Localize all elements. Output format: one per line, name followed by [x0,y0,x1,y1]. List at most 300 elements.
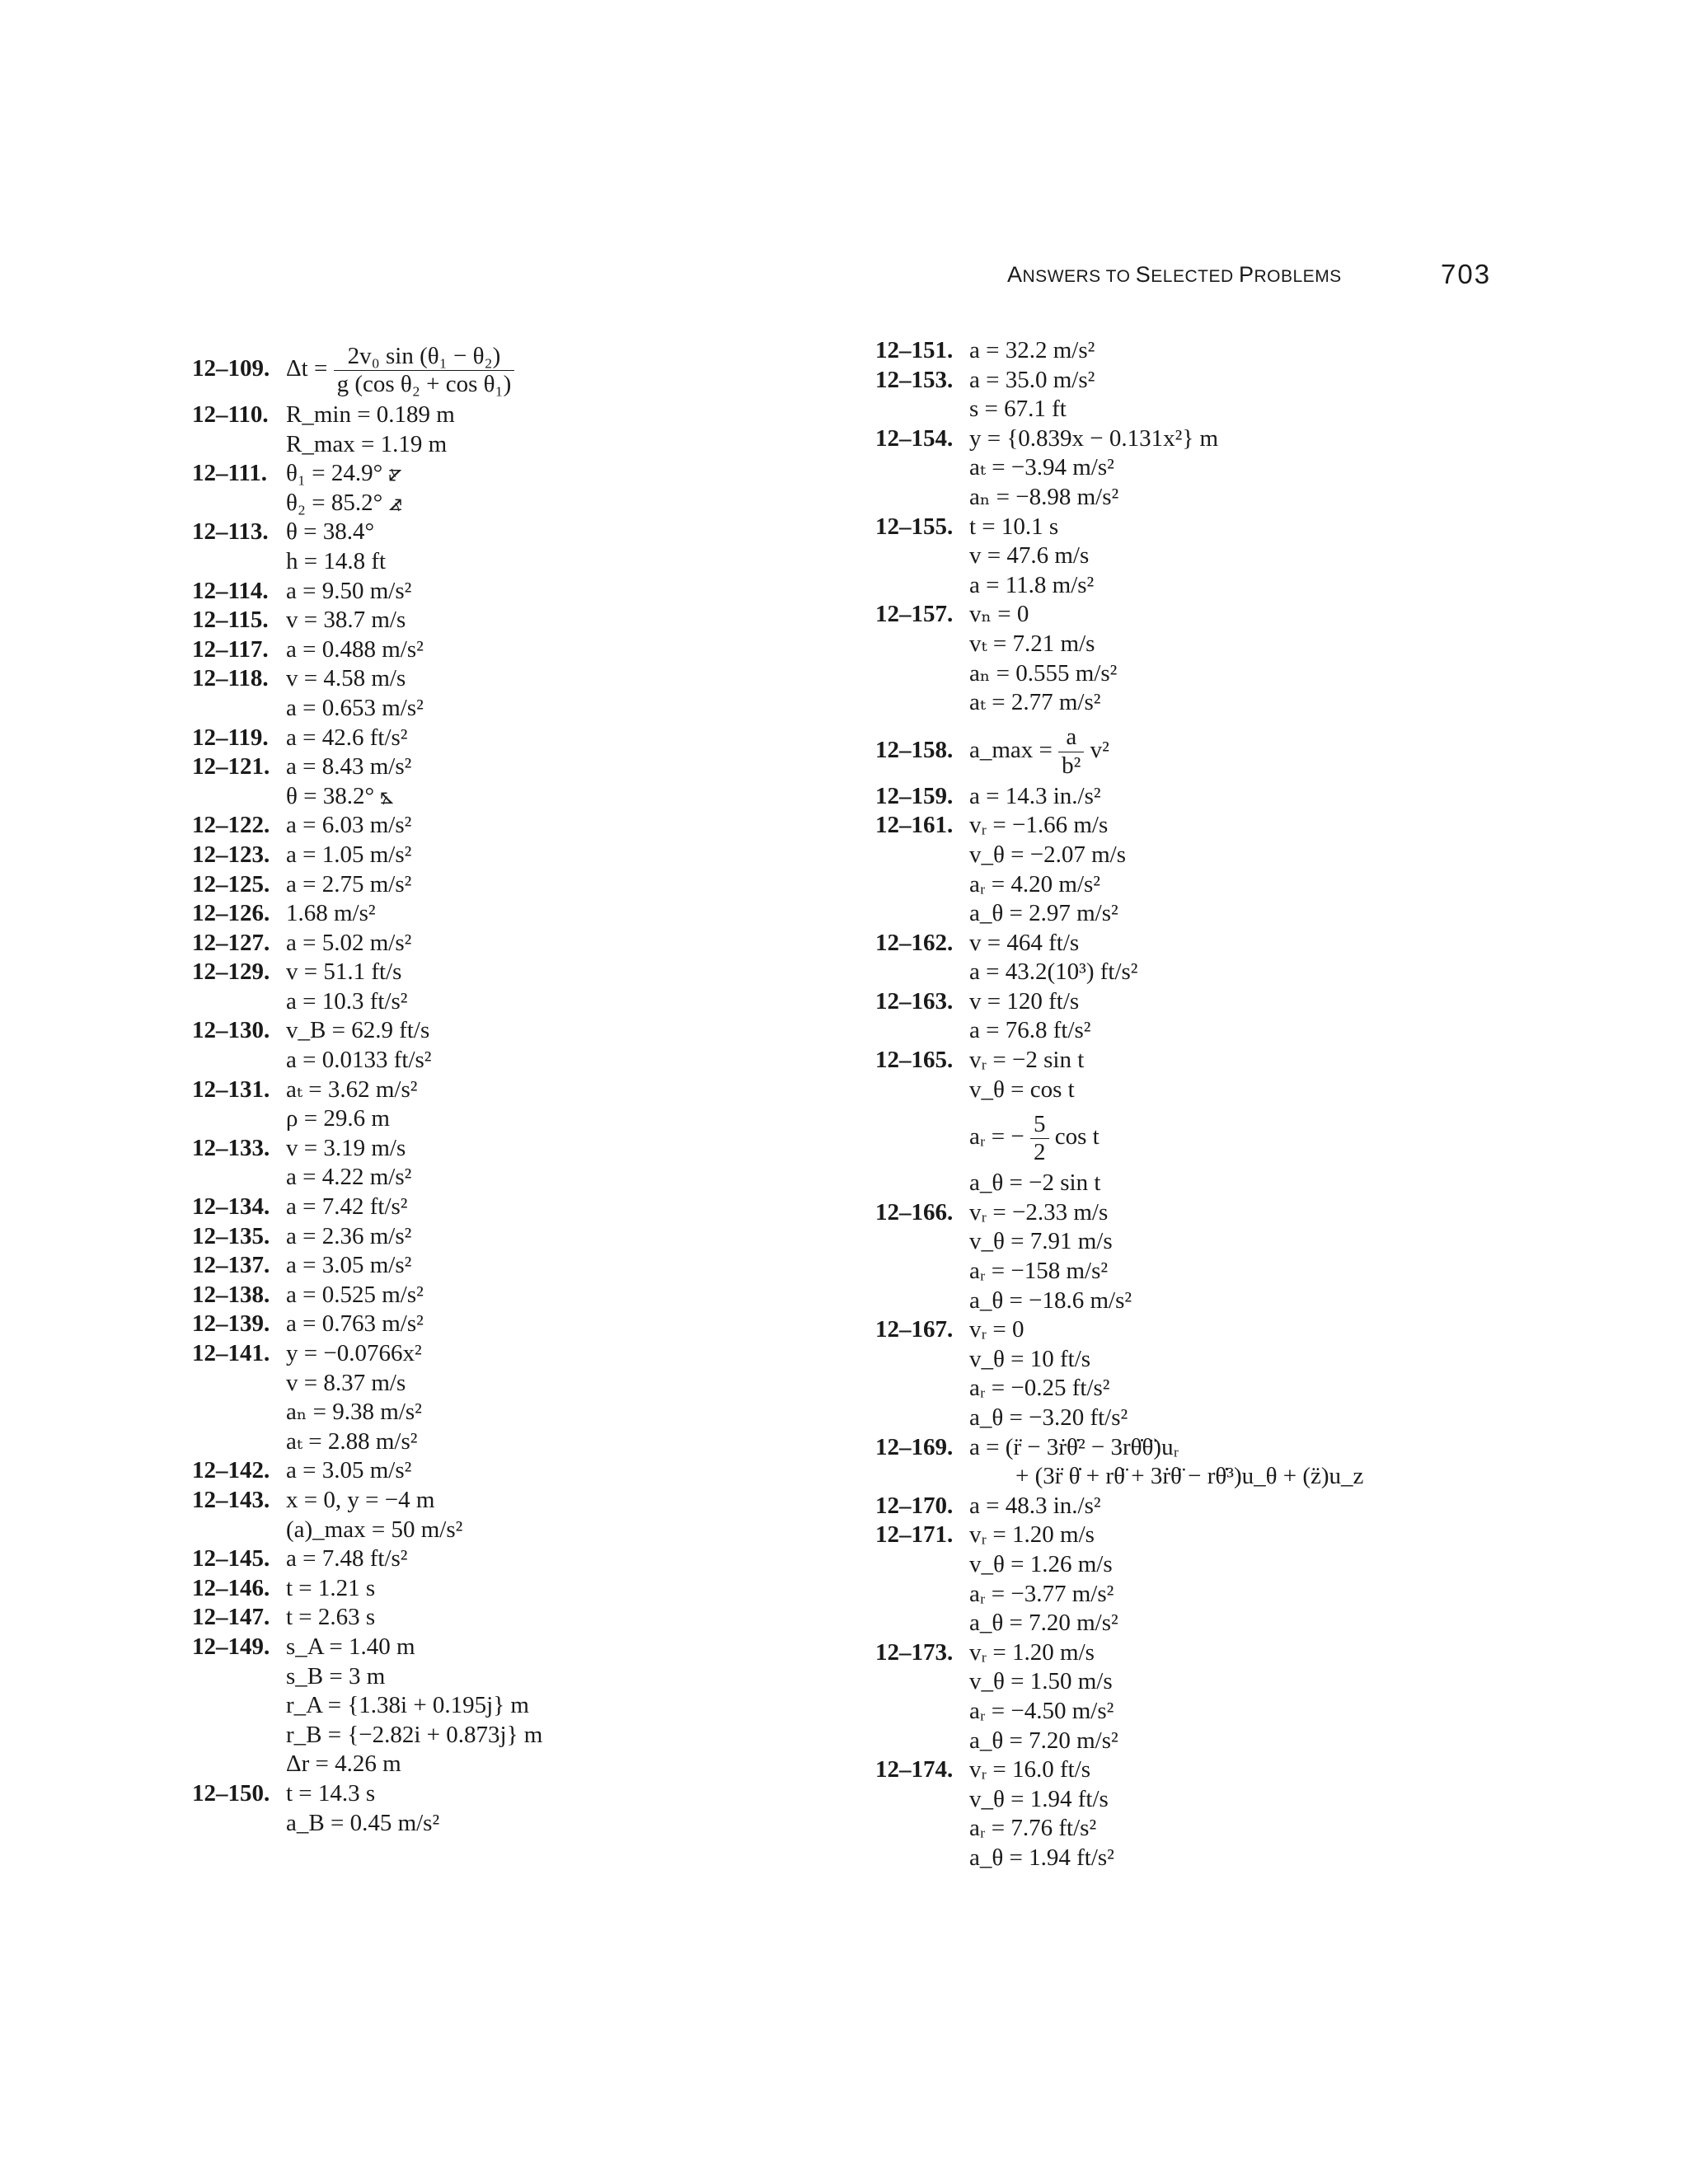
answer-value: aᵣ = −4.50 m/s² [969,1697,1114,1724]
answer-entry [875,987,1617,1046]
answer-value: s = 67.1 ft [969,396,1067,423]
answer-line [875,1046,1617,1076]
problem-number: 12–130. [192,1017,270,1044]
problem-number: 12–125. [192,870,270,898]
answer-entry [192,1222,851,1252]
answer-value: v_θ = −2.07 m/s [969,841,1127,868]
problem-number: 12–134. [192,1193,270,1221]
fraction-tail: cos t [1048,1123,1100,1151]
answer-value: vᵣ = −2.33 m/s [969,1198,1109,1226]
answer-line [192,1633,851,1662]
answer-line [875,1492,1617,1521]
answer-value: r_A = {1.38i + 0.195j} m [286,1692,529,1719]
answer-entry [875,782,1617,812]
answer-line [192,870,851,900]
problem-number: 12–145. [192,1545,270,1572]
answer-value: aₜ = −3.94 m/s² [969,454,1114,481]
problem-number: 12–154. [875,424,954,452]
answer-fraction [969,718,1109,782]
answer-value: v = 38.7 m/s [286,607,406,634]
answer-line [875,1521,1617,1550]
answer-value: a = 0.763 m/s² [286,1310,424,1338]
answer-line [875,870,1617,900]
answer-value: r_B = {−2.82i + 0.873j} m [286,1721,543,1748]
problem-number: 12–127. [192,929,270,956]
answer-line [192,336,851,401]
answer-value: a = 7.48 ft/s² [286,1545,408,1572]
answer-value: a = (r̈ − 3ṙθ̇² − 3rθ̇θ̈)uᵣ [969,1433,1179,1460]
answer-line [875,811,1617,841]
answer-line [875,395,1617,424]
answer-value: aₜ = 2.77 m/s² [969,689,1101,716]
answer-line [192,1603,851,1633]
answer-line [192,1516,851,1545]
answer-line [875,1169,1617,1198]
answer-entry [192,1574,851,1604]
answer-line [192,547,851,577]
answer-value: a = 3.05 m/s² [286,1457,412,1484]
answer-entry [192,401,851,459]
answer-line [192,1193,851,1222]
answer-entry [192,336,851,401]
answer-value: a = 2.36 m/s² [286,1222,412,1249]
answer-entry [875,811,1617,928]
problem-number: 12–151. [875,337,954,363]
answer-value: Δr = 4.26 m [286,1750,401,1778]
answer-line [192,1281,851,1310]
answer-line [192,1809,851,1839]
answer-line [192,1016,851,1046]
fraction-numerator: a [1058,724,1084,752]
header-title-part: A [1007,262,1023,287]
answer-value: vᵣ = −1.66 m/s [969,812,1109,839]
problem-number: 12–165. [875,1047,954,1074]
problem-number: 12–113. [192,518,269,546]
problem-number: 12–146. [192,1574,270,1601]
problem-number: 12–150. [192,1779,270,1807]
answer-value: v = 8.37 m/s [286,1369,406,1396]
answer-value: + (3r̈ θ̇ + rθ̈ + 3ṙθ̈ − rθ̇³)u_θ + (z̈)u_z [1015,1463,1364,1490]
answer-entry [192,1076,851,1134]
fraction-denominator: b² [1062,752,1081,779]
problem-number: 12–139. [192,1310,270,1338]
answer-entry [192,1281,851,1310]
answer-value: v_θ = 7.91 m/s [969,1228,1113,1255]
answer-line [875,1016,1617,1046]
answer-line [875,1286,1617,1316]
answer-line [875,1315,1617,1345]
answer-entry [192,1016,851,1075]
answer-value: t = 14.3 s [286,1779,376,1807]
answer-entry [192,752,851,811]
answer-entry [875,366,1617,424]
answer-value: aᵣ = −158 m/s² [969,1258,1109,1285]
answer-value: x = 0, y = −4 m [286,1486,435,1513]
answer-value: v = 120 ft/s [969,987,1080,1015]
answer-entry [192,1456,851,1486]
fraction [1058,724,1084,780]
answer-line [192,606,851,635]
answer-value: a_B = 0.45 m/s² [286,1809,440,1836]
answer-entry [875,336,1617,366]
answer-entry [192,1193,851,1222]
answer-fraction [969,1104,1100,1169]
answer-line [875,1844,1617,1873]
answer-entry [192,577,851,607]
answer-fraction [286,336,514,401]
answer-value: (a)_max = 50 m/s² [286,1516,463,1543]
answer-line [875,630,1617,659]
answer-value: a = 0.0133 ft/s² [286,1047,432,1074]
answer-line [875,541,1617,571]
answer-line [192,1456,851,1486]
fraction [1030,1111,1049,1167]
answer-value: v = 464 ft/s [969,929,1080,956]
answer-value: 1.68 m/s² [286,900,376,927]
answer-line [875,659,1617,689]
answer-line [875,1076,1617,1105]
problem-number: 12–121. [192,753,270,780]
answer-line [192,430,851,460]
problem-number: 12–131. [192,1076,270,1103]
answer-value: vᵣ = 1.20 m/s [969,1521,1095,1549]
header-title-part: ROBLEMS [1254,267,1342,286]
answer-value: aᵣ = −0.25 ft/s² [969,1375,1110,1402]
answer-value: s_A = 1.40 m [286,1633,415,1660]
answer-value: a = 6.03 m/s² [286,812,412,839]
answer-line [192,518,851,547]
answer-value: aᵣ = 4.20 m/s² [969,870,1100,898]
answer-entry [192,811,851,841]
header-title-part: NSWERS TO [1022,267,1136,286]
answer-line [875,1345,1617,1375]
problem-number: 12–162. [875,929,954,956]
answer-line [875,1667,1617,1697]
answer-line [875,688,1617,718]
answer-value: a = 43.2(10³) ft/s² [969,958,1138,986]
answer-line [875,1785,1617,1815]
answer-line [875,571,1617,601]
answer-line [875,958,1617,987]
answer-entry [192,1251,851,1281]
problem-number: 12–138. [192,1281,270,1308]
answer-line [875,1697,1617,1727]
answer-line [875,1755,1617,1785]
answer-line [192,1046,851,1076]
answer-value: a = 0.653 m/s² [286,694,424,721]
problem-number: 12–118. [192,665,269,692]
answer-line [875,1814,1617,1844]
answer-entry [875,1315,1617,1432]
answer-value: aₙ = 0.555 m/s² [969,659,1118,687]
answer-value: a_θ = 7.20 m/s² [969,1610,1118,1637]
answer-line [192,1398,851,1427]
answer-line [192,489,851,518]
problem-number: 12–129. [192,958,270,986]
answer-entry [192,1339,851,1456]
answer-line [192,724,851,753]
answer-line [875,718,1617,782]
answer-entry [875,600,1617,717]
answer-entry [192,664,851,723]
answer-line [192,1750,851,1779]
answer-line [875,1462,1617,1492]
problem-number: 12–166. [875,1198,954,1226]
answer-entry [875,1046,1617,1198]
answer-value: ρ = 29.6 m [286,1105,390,1132]
answer-line [875,1609,1617,1638]
problem-number: 12–143. [192,1486,270,1513]
answer-value: a = 14.3 in./s² [969,782,1101,809]
answer-line [192,401,851,430]
answer-line [192,1691,851,1721]
answer-value: a = 10.3 ft/s² [286,987,408,1015]
answer-line [875,483,1617,513]
answer-value: aₙ = −8.98 m/s² [969,483,1119,510]
problem-number: 12–170. [875,1492,954,1519]
problem-number: 12–142. [192,1457,270,1484]
problem-number: 12–135. [192,1222,270,1249]
answer-line [875,782,1617,812]
problem-number: 12–115. [192,607,269,634]
answers-column-left [192,336,851,1838]
answer-value: a_θ = −3.20 ft/s² [969,1404,1128,1431]
answer-entry [192,1134,851,1193]
answer-entry [875,718,1617,782]
answer-entry [875,1492,1617,1521]
answer-value: vᵣ = −2 sin t [969,1047,1085,1074]
fraction-numerator: 2v₀ sin (θ₁ − θ₂) [334,343,515,371]
answer-line [192,664,851,694]
answer-value: v_θ = 1.50 m/s [969,1668,1113,1695]
answer-value: a = 76.8 ft/s² [969,1017,1091,1044]
answer-value: v = 51.1 ft/s [286,958,402,986]
answer-value: a = 32.2 m/s² [969,337,1095,363]
answer-entry [192,1486,851,1544]
answer-value: s_B = 3 m [286,1662,386,1690]
problem-number: 12–147. [192,1604,270,1631]
problem-number: 12–174. [875,1756,954,1783]
answer-entry [875,1433,1617,1492]
answer-line [875,1227,1617,1257]
fraction-denominator: g (cos θ₂ + cos θ₁) [336,370,512,397]
answer-entry [875,424,1617,513]
answer-line [192,1486,851,1516]
answer-line [192,1163,851,1193]
answer-line [192,1222,851,1252]
answer-value: h = 14.8 ft [286,547,387,574]
answer-value: a = 8.43 m/s² [286,753,412,780]
answers-column-right [875,336,1617,1873]
answer-value: v = 4.58 m/s [286,665,406,692]
answer-value: v_θ = 1.26 m/s [969,1550,1113,1577]
answer-line [192,1721,851,1750]
fraction-lhs: a_max = [969,736,1059,763]
answer-value: v_θ = 1.94 ft/s [969,1785,1109,1812]
problem-number: 12–137. [192,1252,270,1279]
answer-value: a = 0.525 m/s² [286,1281,424,1308]
answer-value: a_θ = −2 sin t [969,1169,1101,1197]
fraction-lhs: aᵣ = − [969,1123,1030,1151]
answer-line [192,459,851,489]
answer-value: aₙ = 9.38 m/s² [286,1399,422,1426]
answer-value: aₜ = 2.88 m/s² [286,1427,418,1455]
answer-value: a_θ = −18.6 m/s² [969,1286,1132,1314]
problem-number: 12–111. [192,460,268,487]
answer-line [192,1779,851,1809]
answer-line [875,1104,1617,1169]
problem-number: 12–126. [192,900,270,927]
answer-line [192,1134,851,1164]
answer-line [875,841,1617,870]
answer-value: a = 48.3 in./s² [969,1492,1101,1519]
answer-value: θ = 38.2° ⦩ [286,782,394,809]
answer-value: a_θ = 1.94 ft/s² [969,1844,1114,1871]
problem-number: 12–117. [192,635,269,663]
answer-entry [192,635,851,665]
answer-line [192,782,851,812]
answer-value: vᵣ = 16.0 ft/s [969,1756,1091,1783]
answer-line [192,1574,851,1604]
answer-line [875,424,1617,454]
answer-value: aₜ = 3.62 m/s² [286,1076,418,1103]
answer-value: v_θ = cos t [969,1076,1075,1103]
answer-line [192,694,851,724]
answer-value: θ = 38.4° [286,518,375,546]
answer-value: vᵣ = 1.20 m/s [969,1638,1095,1666]
answer-value: aᵣ = −3.77 m/s² [969,1580,1114,1607]
answer-line [875,1727,1617,1756]
answer-value: v = 3.19 m/s [286,1134,406,1161]
problem-number: 12–109. [192,355,270,382]
fraction-lhs: Δt = [286,355,334,382]
answer-entry [192,958,851,1016]
answer-value: t = 1.21 s [286,1574,376,1601]
problem-number: 12–155. [875,513,954,540]
answer-value: v_B = 62.9 ft/s [286,1017,430,1044]
answer-value: v = 47.6 m/s [969,542,1090,569]
answer-line [875,453,1617,483]
answer-value: y = −0.0766x² [286,1340,422,1366]
answer-line [875,1257,1617,1286]
answer-value: θ₂ = 85.2° ⦨ [286,489,402,516]
answer-entry [192,1779,851,1838]
answer-entry [875,513,1617,601]
answer-value: vₜ = 7.21 m/s [969,630,1095,657]
answer-line [875,366,1617,396]
answer-value: θ₁ = 24.9° ⦫ [286,460,402,487]
problem-number: 12–141. [192,1340,270,1366]
answer-value: vᵣ = 0 [969,1316,1025,1343]
problem-number: 12–158. [875,736,954,763]
answer-line [192,811,851,841]
problem-number: 12–114. [192,577,269,604]
answer-line [875,1374,1617,1404]
answer-line [192,577,851,607]
problem-number: 12–123. [192,841,270,868]
fraction [334,343,515,399]
answer-value: aᵣ = 7.76 ft/s² [969,1815,1097,1842]
answer-line [192,987,851,1017]
running-header [1007,262,1342,288]
answer-entry [192,459,851,518]
problem-number: 12–153. [875,366,954,393]
answer-line [192,958,851,987]
answer-value: a = 35.0 m/s² [969,366,1095,393]
answer-line [192,1339,851,1369]
answer-entry [192,1633,851,1779]
problem-number: 12–110. [192,401,269,428]
answer-value: a = 3.05 m/s² [286,1252,412,1279]
answer-line [875,600,1617,630]
problem-number: 12–167. [875,1316,954,1343]
problem-number: 12–133. [192,1134,270,1161]
answer-line [875,1404,1617,1433]
problem-number: 12–169. [875,1433,954,1460]
answer-line [192,1427,851,1457]
answer-value: a = 0.488 m/s² [286,635,424,663]
answer-line [875,929,1617,958]
answer-value: R_min = 0.189 m [286,401,455,428]
answer-value: a_θ = 2.97 m/s² [969,900,1118,927]
answer-line [875,1198,1617,1228]
header-title-part: S [1135,262,1151,287]
header-title-part: ELECTED [1151,267,1239,286]
answer-line [875,987,1617,1017]
problem-number: 12–173. [875,1638,954,1666]
answer-entry [875,1755,1617,1872]
answer-value: t = 2.63 s [286,1604,376,1631]
answer-line [192,1251,851,1281]
answer-value: a = 9.50 m/s² [286,577,412,604]
answer-line [875,513,1617,542]
answer-value: a_θ = 7.20 m/s² [969,1727,1118,1754]
answer-entry [192,929,851,958]
answer-line [875,336,1617,366]
answer-value: a = 1.05 m/s² [286,841,412,868]
problem-number: 12–119. [192,724,269,751]
answer-line [192,1076,851,1105]
answer-entry [192,518,851,576]
answer-value: a = 2.75 m/s² [286,870,412,898]
problem-number: 12–122. [192,812,270,839]
fraction-numerator: 5 [1030,1111,1049,1139]
page-number: 703 [1441,259,1492,289]
answer-line [192,1662,851,1692]
answer-entry [875,1521,1617,1638]
answer-line [192,1310,851,1339]
fraction-denominator: 2 [1034,1139,1046,1166]
answer-line [192,635,851,665]
answer-value: R_max = 1.19 m [286,430,448,457]
answer-line [875,899,1617,929]
answer-line [192,841,851,870]
answer-value: vₙ = 0 [969,601,1029,628]
answer-entry [192,841,851,870]
answer-entry [192,899,851,929]
answer-value: t = 10.1 s [969,513,1059,540]
answer-line [192,1544,851,1574]
answer-line [192,929,851,958]
answer-value: y = {0.839x − 0.131x²} m [969,424,1219,452]
problem-number: 12–171. [875,1521,954,1549]
answer-entry [192,1544,851,1574]
answer-entry [192,724,851,753]
answer-entry [875,929,1617,987]
answer-line [192,1369,851,1399]
answer-entry [192,870,851,900]
answer-entry [192,1603,851,1633]
